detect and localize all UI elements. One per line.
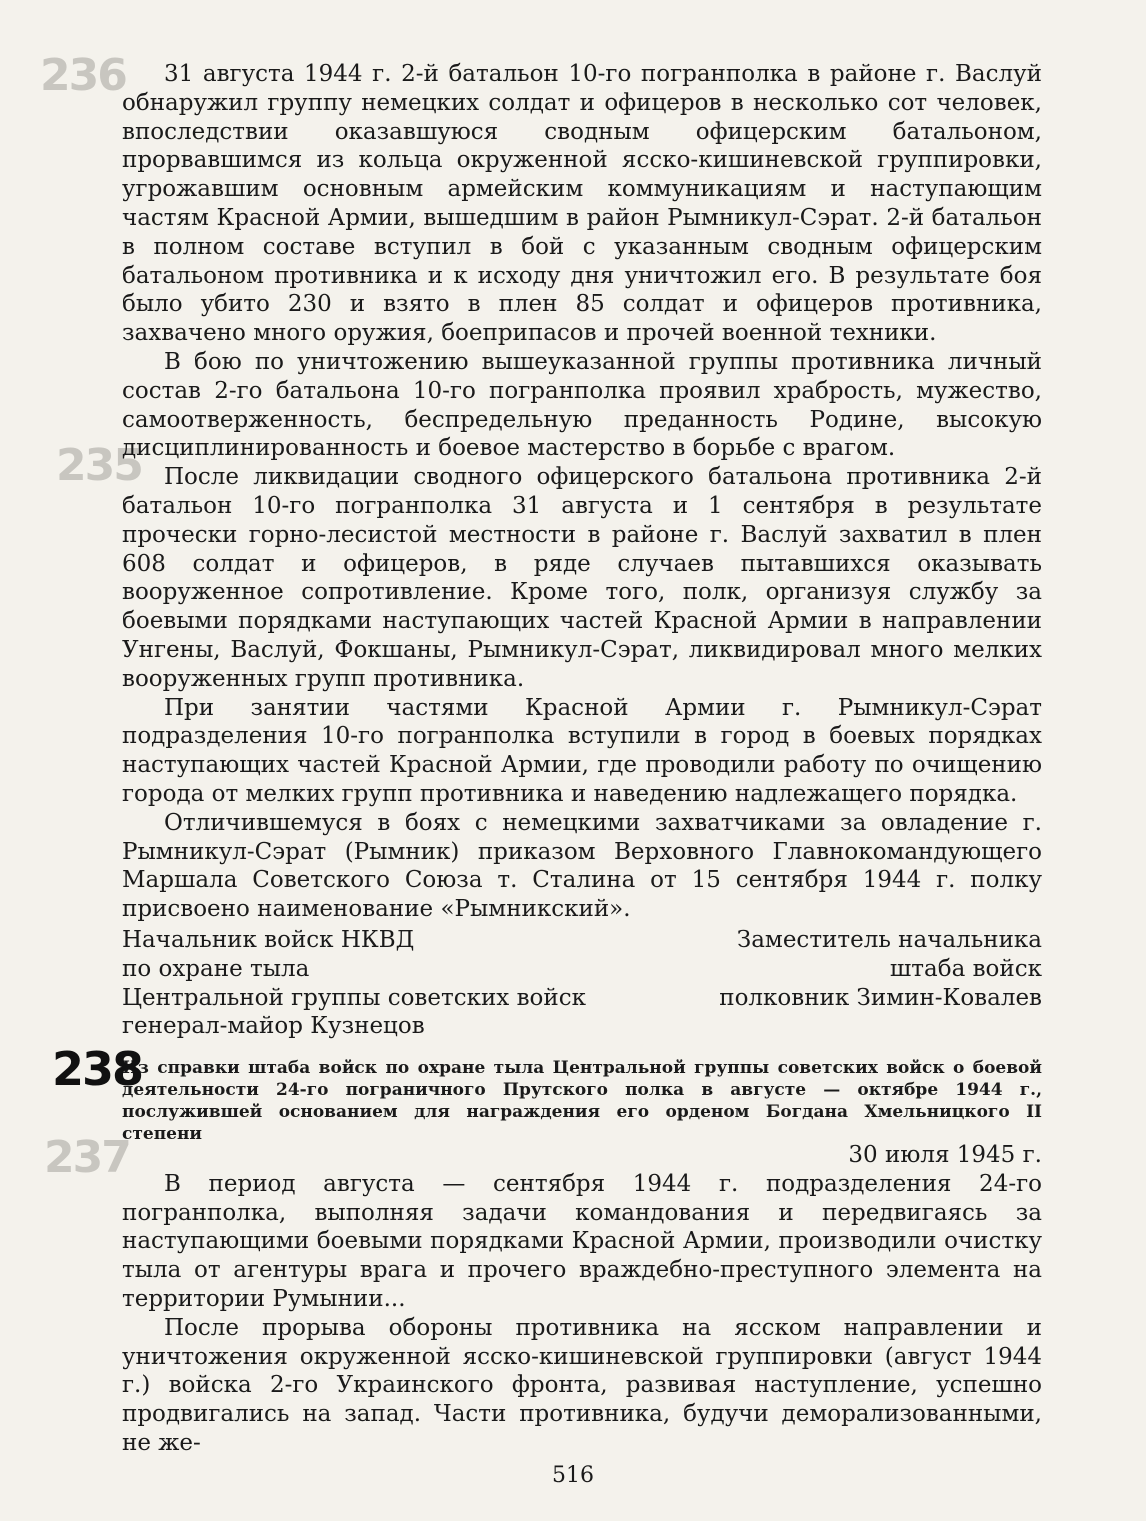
signature-line: Заместитель начальника [736, 926, 1042, 953]
page-number: 516 [552, 1463, 594, 1488]
paragraph: Отличившемуся в боях с немецкими захватчиками за овладение г. Рымникул-Сэрат (Рымник) приказом Верховного Главнокомандующего Маршала Советского Союза т. Сталина от 15 сентября 1944 г. полку присвоено наименование «Рымникский». [122, 809, 1042, 923]
margin-page-number-235: 235 [56, 440, 142, 491]
signature-line: штаба войск [889, 955, 1042, 982]
margin-page-number-236: 236 [40, 50, 126, 101]
document-date: 30 июля 1945 г. [848, 1142, 1042, 1169]
signature-line: Начальник войск НКВД [122, 926, 415, 953]
paragraph: После ликвидации сводного офицерского батальона противника 2-й батальон 10-го погранполка 31 августа и 1 сентября в результате прочески горно-лесистой местности в районе г. Васлуй захватил в плен 608 солдат и офицеров, в ряде случаев пытавшихся оказывать вооруженное сопротивление. Кроме того, полк, организуя службу за боевыми порядками наступающих частей Красной Армии в направлении Унгены, Васлуй, Фокшаны, Рымникул-Сэрат, ликвидировал много мелких вооруженных групп противника. [122, 464, 1042, 692]
signature-right [719, 926, 1042, 1041]
signature-line: полковник Зимин-Ковалев [719, 984, 1042, 1011]
signature-line: генерал-майор Кузнецов [122, 1013, 425, 1040]
signature-line: по охране тыла [122, 955, 310, 982]
paragraph: 31 августа 1944 г. 2-й батальон 10-го погранполка в районе г. Васлуй обнаружил группу немецких солдат и офицеров в несколько сот человек, впоследствии оказавшуюся сводным офицерским батальоном, прорвавшимся из кольца окруженной ясско-кишиневской группировки, угрожавшим основным армейским коммуникациям и наступающим частям Красной Армии, вышедшим в район Рымникул-Сэрат. 2-й батальон в полном составе вступил в бой с указанным сводным офицерским батальоном противника и к исходу дня уничтожил его. В результате боя было убито 230 и взято в плен 85 солдат и офицеров противника, захвачено много оружия, боеприпасов и прочей военной техники. [122, 61, 1042, 347]
paragraph: После прорыва обороны противника на ясском направлении и уничтожения окруженной ясско-кишиневской группировки (август 1944 г.) войска 2-го Украинского фронта, развивая наступление, успешно продвигались на запад. Части противника, будучи деморализованными, не же- [122, 1314, 1042, 1457]
margin-page-number-237: 237 [44, 1132, 130, 1183]
signature-left [122, 926, 586, 1041]
paragraph: В период августа — сентября 1944 г. подразделения 24-го погранполка, выполняя задачи командования и передвигаясь за наступающими боевыми порядками Красной Армии, производили очистку тыла от агентуры врага и прочего враждебно-преступного элемента на территории Румынии... [122, 1170, 1042, 1313]
paragraph: В бою по уничтожению вышеуказанной группы противника личный состав 2-го батальона 10-го погранполка проявил храбрость, мужество, самоотверженность, беспредельную преданность Родине, высокую дисциплинированность и боевое мастерство в борьбе с врагом. [122, 348, 1042, 462]
paragraph: При занятии частями Красной Армии г. Рымникул-Сэрат подразделения 10-го погранполка вступили в город в боевых порядках наступающих частей Красной Армии, где проводили работу по очищению города от мелких групп противника и наведению надлежащего порядка. [122, 694, 1042, 807]
document-title: Из справки штаба войск по охране тыла Центральной группы советских войск о боевой деятельности 24-го пограничного Прутского полка в августе — октябре 1944 г., послужившей основанием для награждения его орденом Богдана Хмельницкого II степени [122, 1058, 1042, 1145]
document-number: 238 [52, 1042, 143, 1097]
signature-line: Центральной группы советских войск [122, 984, 586, 1011]
signature-block [122, 926, 1042, 1041]
